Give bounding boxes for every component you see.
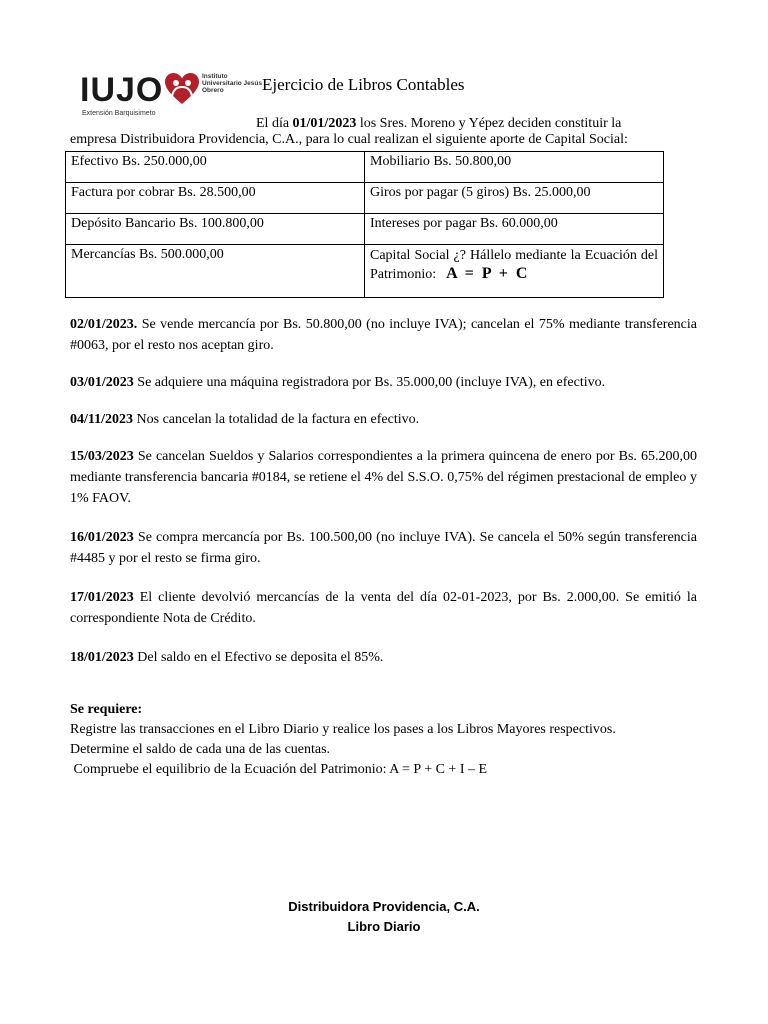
- transaction-date: 16/01/2023: [70, 530, 134, 545]
- footer-heading: [0, 897, 768, 937]
- intro-pre: El día: [256, 116, 293, 131]
- transaction-date: 04/11/2023: [70, 412, 134, 427]
- transactions-list: [70, 314, 697, 668]
- intro-line1-rest: los Sres. Moreno y Yépez deciden constituir la: [356, 116, 622, 131]
- transaction-text: Se vende mercancía por Bs. 50.800,00 (no incluye IVA); cancelan el 75% mediante transferencia #0063, por el resto nos aceptan giro.: [70, 317, 697, 353]
- transaction-text: El cliente devolvió mercancías de la venta del día 02-01-2023, por Bs. 2.000,00. Se emitió la correspondiente Nota de Crédito.: [70, 590, 697, 626]
- table-cell: Efectivo Bs. 250.000,00: [66, 152, 365, 183]
- table-row: [66, 152, 664, 183]
- transaction-item: [70, 372, 697, 393]
- requirement-item: Compruebe el equilibrio de la Ecuación del Patrimonio: A = P + C + I – E: [70, 762, 488, 777]
- table-cell: Mercancías Bs. 500.000,00: [66, 245, 365, 298]
- transaction-date: 17/01/2023: [70, 590, 134, 605]
- intro-paragraph: [70, 116, 674, 148]
- capital-equation: A = P + C: [446, 265, 528, 282]
- transaction-text: Del saldo en el Efectivo se deposita el 85%.: [133, 650, 384, 665]
- iujo-logo: [80, 70, 260, 122]
- intro-date: 01/01/2023: [292, 116, 357, 131]
- footer-company: Distribuidora Providencia, C.A.: [288, 899, 480, 914]
- transaction-item: [70, 587, 697, 629]
- logo-institution-name: Instituto Universitario Jesús Obrero: [202, 73, 262, 94]
- transaction-item: [70, 314, 697, 356]
- transaction-item: [70, 527, 697, 569]
- heart-logo-icon: [164, 72, 200, 106]
- transaction-date: 18/01/2023: [70, 650, 134, 665]
- footer-book-title: Libro Diario: [347, 919, 421, 934]
- table-row: [66, 245, 664, 298]
- requirement-item: Determine el saldo de cada una de las cuentas.: [70, 742, 331, 757]
- intro-line2: empresa Distribuidora Providencia, C.A., para lo cual realizan el siguiente aporte de Capital Social:: [70, 132, 628, 147]
- transaction-text: Se compra mercancía por Bs. 100.500,00 (no incluye IVA). Se cancela el 50% según transferencia #4485 y por el resto se firma giro.: [70, 530, 697, 566]
- table-row: [66, 214, 664, 245]
- table-cell: Depósito Bancario Bs. 100.800,00: [66, 214, 365, 245]
- table-cell: Mobiliario Bs. 50.800,00: [365, 152, 664, 183]
- transaction-date: 02/01/2023.: [70, 317, 138, 332]
- transaction-item: [70, 647, 697, 668]
- transaction-item: [70, 409, 697, 430]
- transaction-text: Nos cancelan la totalidad de la factura en efectivo.: [133, 412, 420, 427]
- logo-extension: Extensión Barquisimeto: [82, 110, 156, 117]
- table-cell: Giros por pagar (5 giros) Bs. 25.000,00: [365, 183, 664, 214]
- capital-contribution-table: [65, 151, 664, 298]
- document-title: Ejercicio de Libros Contables: [262, 75, 465, 94]
- table-cell: Factura por cobrar Bs. 28.500,00: [66, 183, 365, 214]
- table-row: [66, 183, 664, 214]
- transaction-date: 03/01/2023: [70, 375, 134, 390]
- table-cell: Intereses por pagar Bs. 60.000,00: [365, 214, 664, 245]
- transaction-item: [70, 446, 697, 509]
- transaction-text: Se adquiere una máquina registradora por Bs. 35.000,00 (incluye IVA), en efectivo.: [133, 375, 606, 390]
- transaction-text: Se cancelan Sueldos y Salarios correspondientes a la primera quincena de enero por Bs. 65.200,00 mediante transferencia bancaria #0184, se retiene el 4% del S.S.O. 0,75% del régimen prestacional de empleo y 1% FAOV.: [70, 449, 697, 506]
- requirements-heading: Se requiere:: [70, 702, 143, 717]
- logo-wordmark: IUJO: [80, 71, 164, 109]
- requirements-section: [70, 700, 697, 780]
- transaction-date: 15/03/2023: [70, 449, 134, 464]
- capital-social-cell: [365, 245, 664, 298]
- requirement-item: Registre las transacciones en el Libro Diario y realice los pases a los Libros Mayores respectivos.: [70, 722, 616, 737]
- capital-social-text: Capital Social ¿? Hállelo mediante la Ecuación del Patrimonio:: [370, 248, 658, 282]
